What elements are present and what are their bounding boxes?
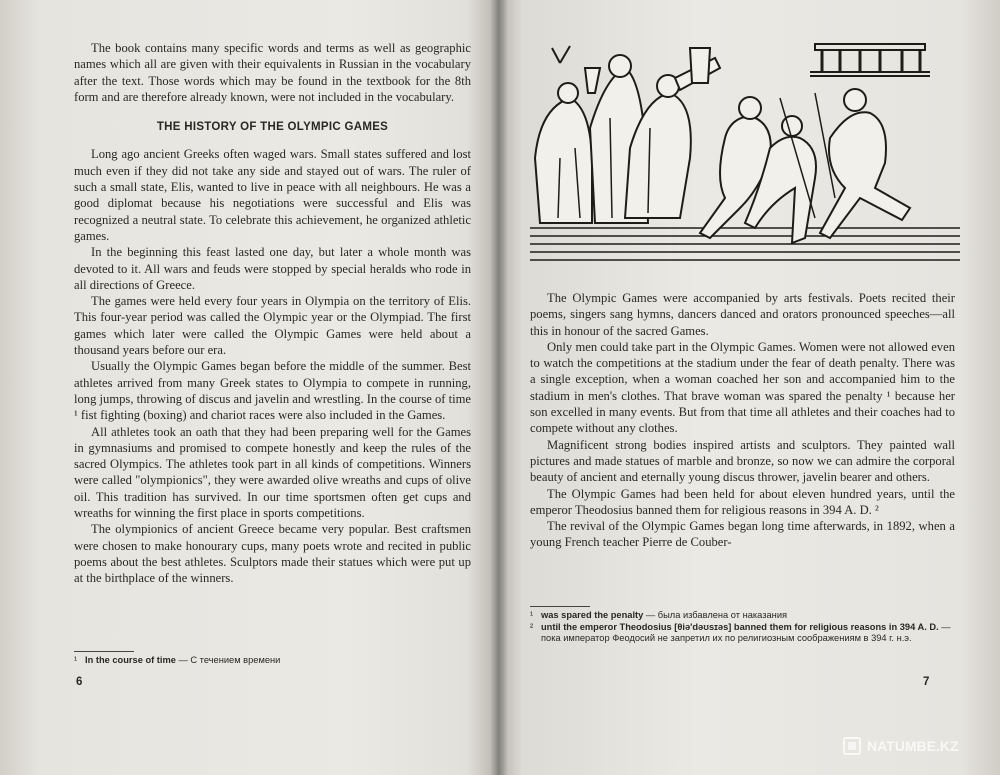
footnotes — [530, 610, 955, 645]
right-text-column — [530, 290, 955, 551]
paragraph: In the beginning this feast lasted one day, but later a whole month was devoted to it. All wars and feuds were stopped by special heralds who rode in all directions of Greece. — [74, 245, 471, 292]
footnote-mark: ¹ — [74, 655, 78, 665]
olympic-illustration — [530, 38, 960, 268]
footnote-term: was spared the penalty — [541, 610, 644, 620]
right-page — [497, 0, 1000, 775]
chapter-heading: THE HISTORY OF THE OLYMPIC GAMES — [156, 121, 389, 134]
paragraph: Only men could take part in the Olympic Games. Women were not allowed even to watch the competitions at the stadium under the fear of death penalty. There was a single exception, when a woman coached her son and accompanied him to the stadium in men's clothes. That brave woman was spared the penalty ¹ because her son excelled in many events. But from that time all athletes and their coaches had to compete without any clothes. — [530, 339, 955, 436]
intro-paragraph: The book contains many specific words and terms as well as geographic names which all are given with their equivalents in Russian in the vocabulary after the text. Those words which may be found in the textbook for the 8th form and are therefore already known, were not included in the vocabulary. — [74, 41, 471, 104]
left-text-column — [74, 40, 471, 587]
page-number: 6 — [76, 676, 83, 688]
paragraph: The olympionics of ancient Greece became very popular. Best craftsmen were chosen to make honourary cups, many poets wrote and recited in public poems about the best athletes. Sculptors made their statues which were put up at the birthplace of the winners. — [74, 522, 471, 586]
paragraph: Magnificent strong bodies inspired artists and sculptors. They painted wall pictures and made statues of marble and bronze, so now we can admire the corporal beauty of ancient and eternally young discus thrower, javelin bearer and others. — [530, 437, 955, 485]
book-gutter-shadow — [490, 0, 508, 775]
footnote-term: In the course of time — [85, 655, 176, 665]
watermark — [843, 737, 959, 755]
footnote-translation: — С течением времени — [175, 655, 281, 665]
paragraph: The Olympic Games were accompanied by arts festivals. Poets recited their poems, singers sang hymns, dancers danced and orators pronounced speeches—all this in honour of the sacred Games. — [530, 291, 955, 338]
left-page — [0, 0, 497, 775]
watermark-text: NATUMBE.KZ — [867, 738, 959, 754]
footnote — [530, 622, 955, 645]
page-number: 7 — [923, 676, 930, 688]
paragraph: The Olympic Games had been held for about eleven hundred years, until the emperor Theodosius banned them for religious reasons in 394 A. D. ² — [530, 486, 955, 517]
watermark-logo-icon — [843, 737, 861, 755]
footnote-term: until the emperor Theodosius [θiə'dəʊsɪəs] banned them for religious reasons in 394 A. D. — [541, 621, 939, 632]
paragraph: Usually the Olympic Games began before the middle of the summer. Best athletes arrived from many Greek states to Olympia to compete in running, long jumps, throwing of discus and javelin and wrestling. In the course of time ¹ fist fighting (boxing) and chariot races were also included in the Games. — [74, 359, 471, 423]
paragraph: Long ago ancient Greeks often waged wars. Small states suffered and lost much even if they did not take any side and stayed out of wars. The ruler of such a small state, Elis, wanted to live in peace with all neighbours. He was a good diplomat because his negotiations were successful and Elis was recognized a neutral state. To celebrate this achievement, he organized athletic games. — [74, 147, 471, 243]
footnote-mark: ² — [530, 621, 534, 632]
paragraph: The revival of the Olympic Games began long time afterwards, in 1892, when a young French teacher Pierre de Couber- — [530, 519, 955, 550]
footnote-translation: — была избавлена от наказания — [643, 610, 788, 620]
footnote-mark: ¹ — [530, 610, 534, 620]
paragraph: The games were held every four years in Olympia on the territory of Elis. This four-year period was called the Olympic year or the Olympiad. The first games which later were called the Olympic Games were held about a thousand years before our era. — [74, 294, 471, 358]
footnote — [74, 655, 471, 667]
paragraph: All athletes took an oath that they had been preparing well for the Games in gymnasiums and promised to compete honestly and keep the rules of the sacred Olympics. The athletes took part in all kinds of competitions. Winners were called "olympionics", they were awarded olive wreaths and cups of olive oil. This tradition has survived. In our time sportsmen often get cups and wreaths for winning the first place in sports competitions. — [74, 424, 471, 521]
footnote-translation: — пока император Феодосий не запретил их по религиозным соображениям в 394 г. н.э. — [541, 621, 951, 644]
footnote-rule — [74, 651, 134, 652]
footnote — [530, 610, 955, 622]
footnote-rule — [530, 606, 590, 607]
